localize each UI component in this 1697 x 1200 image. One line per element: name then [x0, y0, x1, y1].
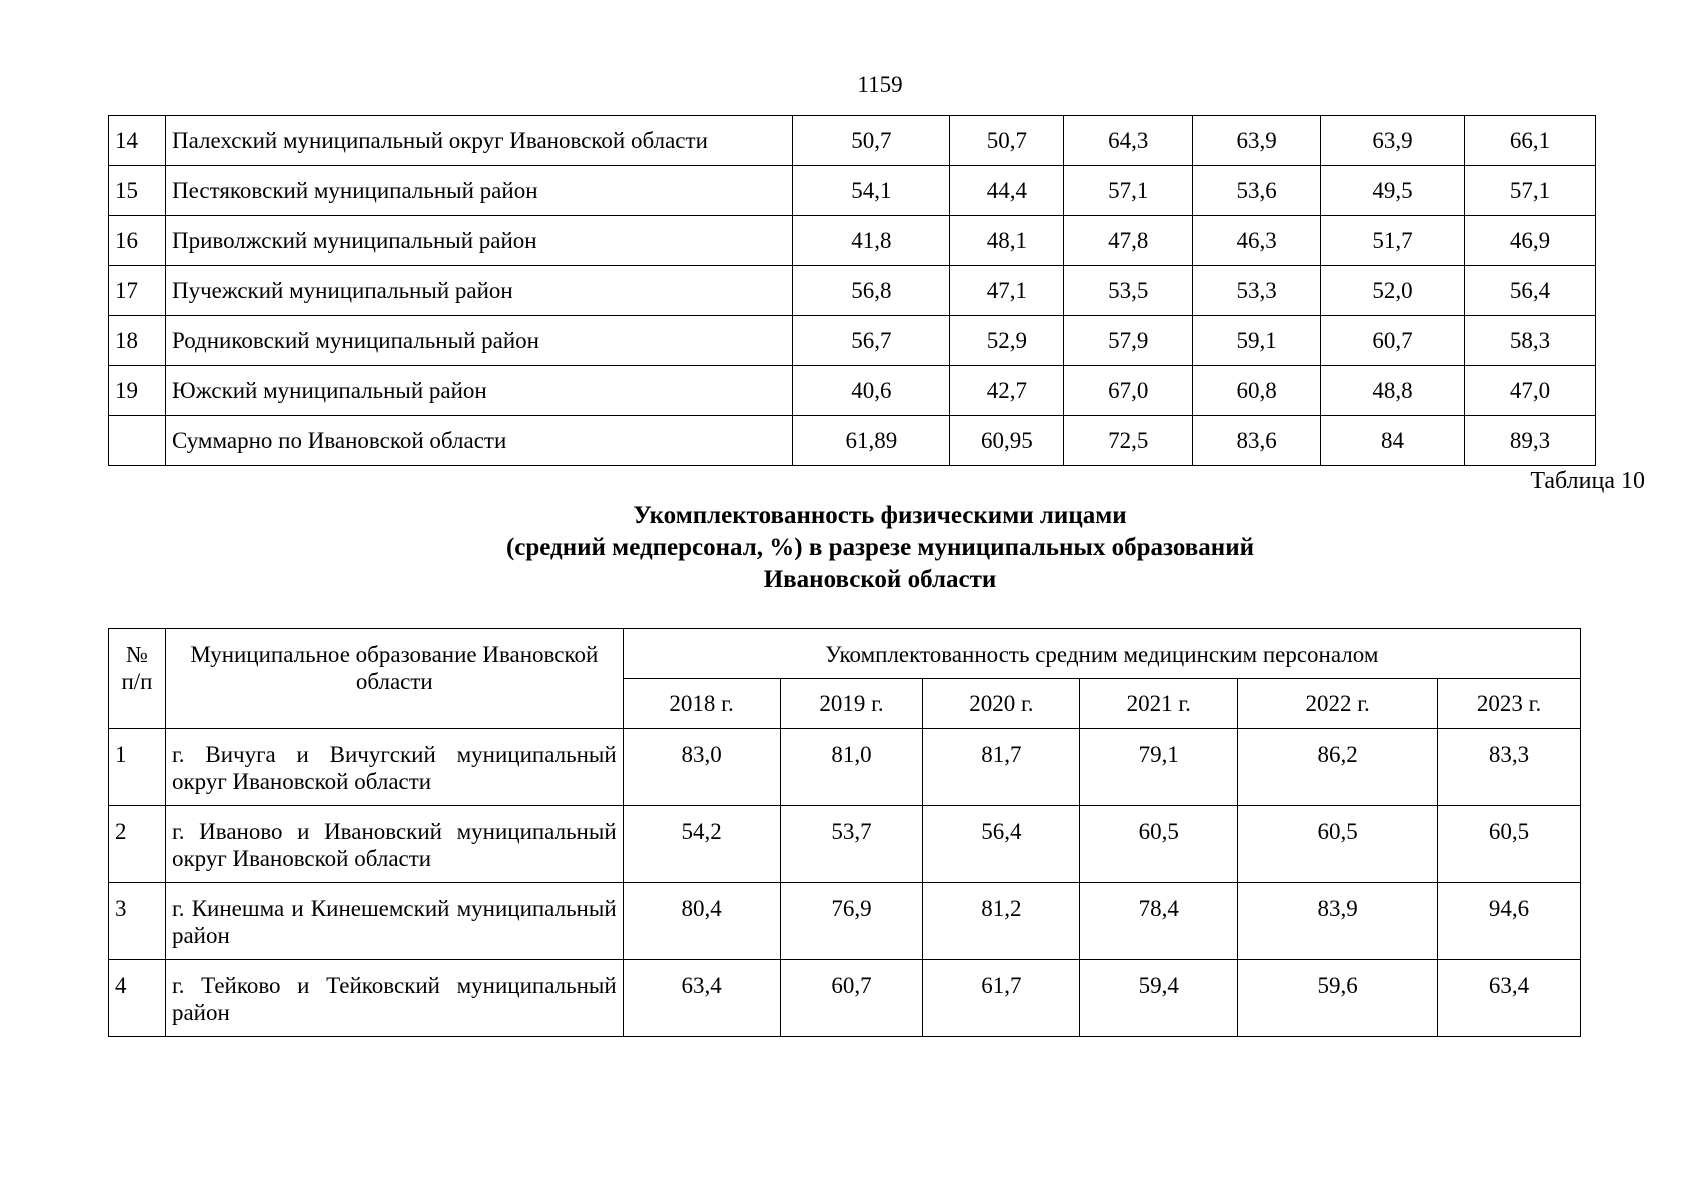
row-value: 40,6 — [793, 366, 950, 416]
row-value: 48,1 — [950, 216, 1064, 266]
table-label: Таблица 10 — [1530, 468, 1645, 494]
row-value: 79,1 — [1080, 729, 1238, 806]
row-value: 47,8 — [1064, 216, 1193, 266]
row-value: 76,9 — [780, 883, 923, 960]
row-value: 83,3 — [1438, 729, 1581, 806]
row-number: 15 — [109, 166, 166, 216]
table-row — [109, 266, 1596, 316]
row-value: 86,2 — [1238, 729, 1438, 806]
row-name: Пестяковский муниципальный район — [165, 166, 793, 216]
table-header-row — [109, 629, 1581, 679]
row-value: 56,4 — [923, 806, 1080, 883]
row-value: 63,9 — [1193, 116, 1321, 166]
row-value: 67,0 — [1064, 366, 1193, 416]
row-value: 60,5 — [1080, 806, 1238, 883]
row-value: 52,0 — [1321, 266, 1465, 316]
row-name: Пучежский муниципальный район — [165, 266, 793, 316]
table-heading — [100, 500, 1660, 596]
row-value: 56,4 — [1465, 266, 1596, 316]
row-value: 60,7 — [780, 960, 923, 1037]
row-value: 54,2 — [623, 806, 780, 883]
row-value: 49,5 — [1321, 166, 1465, 216]
table-row — [109, 116, 1596, 166]
row-value: 84 — [1321, 416, 1465, 466]
row-name: г. Тейково и Тейковский муниципальный район — [165, 960, 623, 1037]
table-row — [109, 216, 1596, 266]
row-value: 57,1 — [1064, 166, 1193, 216]
row-value: 59,4 — [1080, 960, 1238, 1037]
row-value: 54,1 — [793, 166, 950, 216]
row-value: 80,4 — [623, 883, 780, 960]
col-header-group: Укомплектованность средним медицинским персоналом — [623, 629, 1580, 679]
row-number: 1 — [109, 729, 166, 806]
row-value: 50,7 — [950, 116, 1064, 166]
row-value: 66,1 — [1465, 116, 1596, 166]
table-row — [109, 166, 1596, 216]
col-header-year: 2022 г. — [1238, 679, 1438, 729]
row-value: 47,1 — [950, 266, 1064, 316]
row-name: Родниковский муниципальный район — [165, 316, 793, 366]
row-name: г. Вичуга и Вичугский муниципальный округ Ивановской области — [165, 729, 623, 806]
row-number: 19 — [109, 366, 166, 416]
row-value: 58,3 — [1465, 316, 1596, 366]
row-value: 81,2 — [923, 883, 1080, 960]
row-value: 63,4 — [1438, 960, 1581, 1037]
row-value: 83,0 — [623, 729, 780, 806]
row-value: 50,7 — [793, 116, 950, 166]
row-value: 53,7 — [780, 806, 923, 883]
row-value: 41,8 — [793, 216, 950, 266]
row-number: 3 — [109, 883, 166, 960]
row-value: 56,8 — [793, 266, 950, 316]
row-value: 59,1 — [1193, 316, 1321, 366]
col-header-year: 2021 г. — [1080, 679, 1238, 729]
row-number: 17 — [109, 266, 166, 316]
row-value: 89,3 — [1465, 416, 1596, 466]
row-value: 42,7 — [950, 366, 1064, 416]
row-value: 60,5 — [1438, 806, 1581, 883]
row-value: 61,89 — [793, 416, 950, 466]
row-name: Приволжский муниципальный район — [165, 216, 793, 266]
row-value: 57,9 — [1064, 316, 1193, 366]
row-value: 63,4 — [623, 960, 780, 1037]
table-row — [109, 806, 1581, 883]
row-value: 52,9 — [950, 316, 1064, 366]
table-row — [109, 960, 1581, 1037]
row-name: Южский муниципальный район — [165, 366, 793, 416]
row-name: Палехский муниципальный округ Ивановской области — [165, 116, 793, 166]
row-value: 46,3 — [1193, 216, 1321, 266]
row-value: 83,6 — [1193, 416, 1321, 466]
table-row — [109, 729, 1581, 806]
row-number: 16 — [109, 216, 166, 266]
row-value: 60,5 — [1238, 806, 1438, 883]
col-header-name: Муниципальное образование Ивановской области — [165, 629, 623, 729]
row-value: 78,4 — [1080, 883, 1238, 960]
row-value: 60,95 — [950, 416, 1064, 466]
row-value: 64,3 — [1064, 116, 1193, 166]
row-value: 60,7 — [1321, 316, 1465, 366]
row-value: 72,5 — [1064, 416, 1193, 466]
row-value: 51,7 — [1321, 216, 1465, 266]
heading-line-1: Укомплектованность физическими лицами — [633, 502, 1127, 529]
row-value: 61,7 — [923, 960, 1080, 1037]
row-value: 44,4 — [950, 166, 1064, 216]
col-header-year: 2020 г. — [923, 679, 1080, 729]
row-number: 2 — [109, 806, 166, 883]
top-data-table — [108, 115, 1596, 466]
row-name: Суммарно по Ивановской области — [165, 416, 793, 466]
row-value: 63,9 — [1321, 116, 1465, 166]
row-value: 81,7 — [923, 729, 1080, 806]
row-value: 53,3 — [1193, 266, 1321, 316]
heading-line-3: Ивановской области — [763, 566, 997, 593]
heading-line-2: (средний медперсонал, %) в разрезе муниципальных образований — [505, 534, 1255, 561]
col-header-year: 2023 г. — [1438, 679, 1581, 729]
row-value: 94,6 — [1438, 883, 1581, 960]
row-value: 46,9 — [1465, 216, 1596, 266]
row-number: 4 — [109, 960, 166, 1037]
row-number: 18 — [109, 316, 166, 366]
table-row — [109, 366, 1596, 416]
row-number: 14 — [109, 116, 166, 166]
row-value: 53,5 — [1064, 266, 1193, 316]
col-header-year: 2018 г. — [623, 679, 780, 729]
row-value: 47,0 — [1465, 366, 1596, 416]
row-value: 53,6 — [1193, 166, 1321, 216]
row-value: 48,8 — [1321, 366, 1465, 416]
col-header-num: № п/п — [109, 629, 166, 729]
row-value: 56,7 — [793, 316, 950, 366]
staffing-table — [108, 628, 1581, 1037]
row-value: 59,6 — [1238, 960, 1438, 1037]
row-value: 60,8 — [1193, 366, 1321, 416]
col-header-year: 2019 г. — [780, 679, 923, 729]
row-value: 57,1 — [1465, 166, 1596, 216]
row-name: г. Кинешма и Кинешемский муниципальный район — [165, 883, 623, 960]
row-number — [109, 416, 166, 466]
row-value: 83,9 — [1238, 883, 1438, 960]
table-row — [109, 416, 1596, 466]
table-row — [109, 316, 1596, 366]
table-row — [109, 883, 1581, 960]
page-number: 1159 — [857, 72, 903, 97]
row-name: г. Иваново и Ивановский муниципальный округ Ивановской области — [165, 806, 623, 883]
row-value: 81,0 — [780, 729, 923, 806]
